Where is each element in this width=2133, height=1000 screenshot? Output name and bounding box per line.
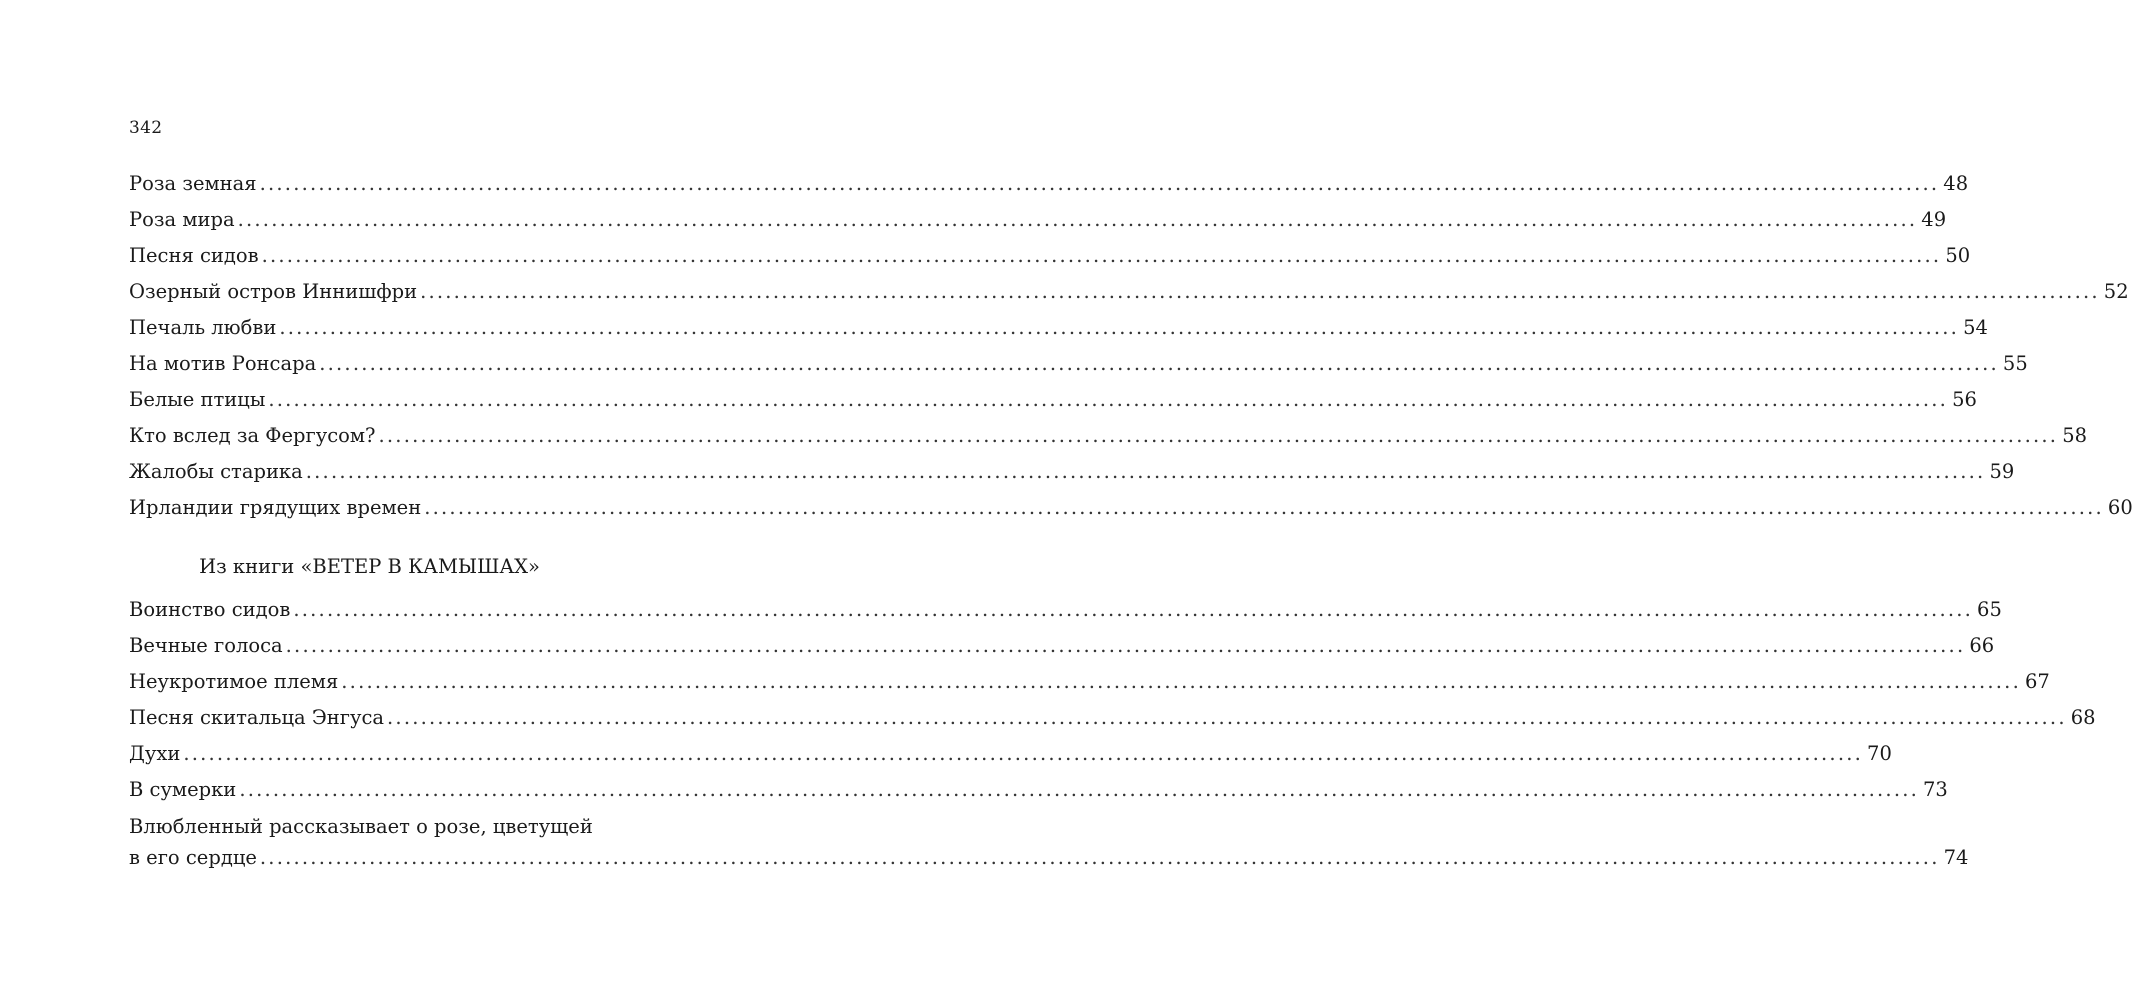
dot-leader: ........................................................................................................................................................................................................ <box>261 244 1942 267</box>
toc-entry-page: 66 <box>1969 634 1995 657</box>
toc-entry <box>129 454 2015 490</box>
toc-entry <box>129 310 1988 346</box>
dot-leader: ........................................................................................................................................................................................................ <box>279 316 1960 339</box>
toc-entry-title: Жалобы старика <box>129 460 303 483</box>
toc-entry <box>129 382 1977 418</box>
toc-entry-title: Вечные голоса <box>129 634 283 657</box>
toc-entry-page: 60 <box>2107 496 2133 519</box>
dot-leader: ........................................................................................................................................................................................................ <box>285 634 1966 657</box>
dot-leader: ........................................................................................................................................................................................................ <box>293 598 1974 621</box>
toc-entry-title: Роза земная <box>129 172 257 195</box>
dot-leader: ........................................................................................................................................................................................................ <box>387 706 2067 729</box>
dot-leader: ........................................................................................................................................................................................................ <box>237 208 1918 231</box>
toc-entry-title: Песня сидов <box>129 244 259 267</box>
dot-leader: ........................................................................................................................................................................................................ <box>305 460 1986 483</box>
toc-entry <box>129 490 2133 526</box>
toc-entry <box>129 202 1947 238</box>
toc-section-2 <box>129 592 2096 873</box>
toc-entry-line-2 <box>129 842 1969 873</box>
toc-entry-page: 52 <box>2103 280 2129 303</box>
toc-entry-title: В сумерки <box>129 778 237 801</box>
toc-entry-page: 68 <box>2070 706 2096 729</box>
toc-entry-title-line-2: в его сердце <box>129 846 257 869</box>
page-number: 342 <box>129 118 163 138</box>
dot-leader: ........................................................................................................................................................................................................ <box>341 670 2021 693</box>
toc-entry-page: 55 <box>2002 352 2028 375</box>
toc-entry <box>129 628 1995 664</box>
toc-entry-page: 67 <box>2024 670 2050 693</box>
toc-entry-title: Кто вслед за Фергусом? <box>129 424 376 447</box>
toc-entry-page: 48 <box>1943 172 1969 195</box>
toc-entry <box>129 166 1969 202</box>
toc-entry-title: Неукротимое племя <box>129 670 339 693</box>
toc-entry <box>129 772 1948 808</box>
dot-leader: ........................................................................................................................................................................................................ <box>239 778 1920 801</box>
dot-leader: ........................................................................................................................................................................................................ <box>420 280 2100 303</box>
toc-entry <box>129 418 2088 454</box>
toc-entry-page: 73 <box>1923 778 1948 801</box>
dot-leader: ........................................................................................................................................................................................................ <box>183 742 1864 765</box>
toc-entry-title: Озерный остров Иннишфри <box>129 280 418 303</box>
toc-entry-page: 50 <box>1945 244 1971 267</box>
toc-entry-page: 65 <box>1977 598 2002 621</box>
toc-entry-title: Печаль любви <box>129 316 277 339</box>
toc-entry <box>129 238 1971 274</box>
toc-entry-multiline <box>129 811 1969 873</box>
toc-entry-page: 49 <box>1921 208 1947 231</box>
dot-leader: ........................................................................................................................................................................................................ <box>319 352 1999 375</box>
toc-entry-title-line-1: Влюбленный рассказывает о розе, цветущей <box>129 815 593 838</box>
toc-entry-title: Белые птицы <box>129 388 266 411</box>
toc-entry <box>129 700 2096 736</box>
toc-entry-title: Воинство сидов <box>129 598 291 621</box>
toc-entry-page: 54 <box>1963 316 1988 339</box>
dot-leader: ........................................................................................................................................................................................................ <box>378 424 2059 447</box>
toc-entry <box>129 346 2028 382</box>
toc-entry <box>129 274 2129 310</box>
toc-entry-page: 56 <box>1952 388 1977 411</box>
toc-section-1 <box>129 166 2133 526</box>
toc-entry-title: Роза мира <box>129 208 235 231</box>
toc-entry <box>129 592 2002 628</box>
dot-leader: ........................................................................................................................................................................................................ <box>268 388 1949 411</box>
section-heading: Из книги «ВЕТЕР В КАМЫШАХ» <box>199 555 540 578</box>
toc-entry-page: 59 <box>1989 460 2015 483</box>
toc-entry-page: 74 <box>1943 846 1969 869</box>
toc-entry-title: Ирландии грядущих времен <box>129 496 422 519</box>
toc-entry <box>129 736 1892 772</box>
dot-leader: ........................................................................................................................................................................................................ <box>424 496 2104 519</box>
dot-leader: ........................................................................................................................................................................................................ <box>259 172 1940 195</box>
toc-entry-page: 70 <box>1867 742 1892 765</box>
toc-entry-page: 58 <box>2062 424 2088 447</box>
toc-entry <box>129 664 2050 700</box>
dot-leader: ........................................................................................................................................................................................................ <box>259 846 1940 869</box>
toc-entry-title: На мотив Ронсара <box>129 352 317 375</box>
toc-entry-title: Песня скитальца Энгуса <box>129 706 385 729</box>
toc-entry-title: Духи <box>129 742 181 765</box>
